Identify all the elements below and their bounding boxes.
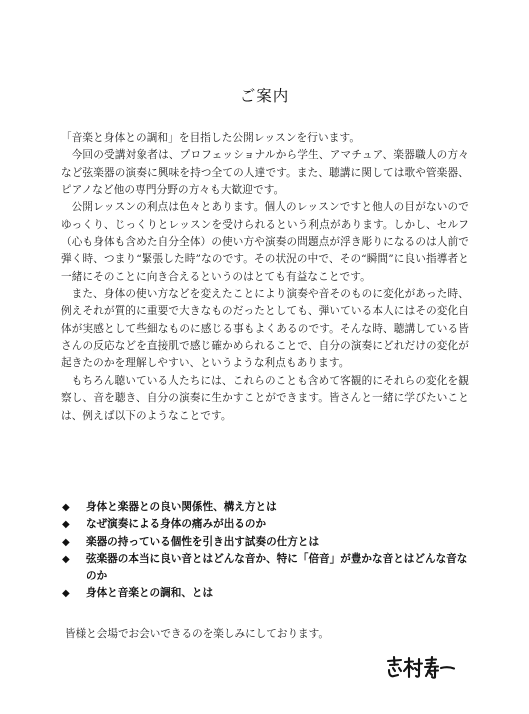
closing-line: 皆様と会場でお会いできるのを楽しみにしております。 <box>65 628 329 640</box>
diamond-bullet-icon: ◆ <box>62 519 70 531</box>
list-item-text: 身体と音楽との調和、とは <box>86 587 214 600</box>
diamond-bullet-icon: ◆ <box>62 502 70 513</box>
list-item-text: 身体と楽器との良い関係性、構え方とは <box>86 501 277 513</box>
list-item <box>62 551 472 586</box>
list-item <box>62 516 472 533</box>
change-paragraph: また、身体の使い方などを変えたことにより演奏や音そのものに変化があった時、例えそれが質的に重要で大きなものだったとしても、弾いている本人にはその変化自体が実感として些細なものに感じる事もよくあるのです。そんな時、聴講している皆さんの反応などを直接肌で感じ確かめられることで、自分の演奏にどれだけの変化が起きたのかを理解しやすい、というような利点もあります。 <box>61 288 469 370</box>
learning-paragraph: もちろん聴いている人たちには、これらのことも含めて客観的にそれらの変化を観察し、音を聴き、自分の演奏に生かすことができます。皆さんと一緒に学びたいことは、例えば以下のようなことです。 <box>61 374 469 422</box>
list-item <box>62 534 472 551</box>
diamond-bullet-icon: ◆ <box>62 536 70 548</box>
diamond-bullet-icon: ◆ <box>62 553 70 565</box>
list-item-text: 弦楽器の本当に良い音とはどんな音か、特に「倍音」が豊かな音とはどんな音なのか <box>86 552 468 583</box>
page-title: ご案内 <box>239 87 290 105</box>
list-item-text: 楽器の持っている個性を引き出す試奏の仕方とは <box>86 535 320 548</box>
intro-paragraph: 「音楽と身体との調和」を目指した公開レッスンを行います。 <box>61 132 361 144</box>
participants-paragraph: 今回の受講対象者は、プロフェッショナルから学生、アマチュア、楽器職人の方々など弦楽器の演奏に興味を持つ全ての人達です。また、聴講に関しては歌や管楽器、ピアノなど他の専門分野の方々も大歓迎です。 <box>61 149 469 197</box>
list-item <box>62 499 472 516</box>
diamond-bullet-icon: ◆ <box>62 588 70 600</box>
list-item <box>62 585 472 602</box>
benefits-paragraph: 公開レッスンの利点は色々とあります。個人のレッスンですと他人の目がないのでゆっくり、じっくりとレッスンを受けられるという利点があります。しかし、セルフ（心も身体も含めた自分全体）の使い方や演奏の問題点が浮き彫りになるのは人前で弾く時、つまり“緊張した時”なのです。その状況の中で、その“瞬間”に良い指導者と一緒にそのことに向き合えるというのはとても有益なことです。 <box>61 201 469 283</box>
handwritten-signature <box>386 656 456 680</box>
topic-list <box>62 499 472 603</box>
body-text <box>61 130 469 425</box>
list-item-text: なぜ演奏による身体の痛みが出るのか <box>86 518 267 531</box>
